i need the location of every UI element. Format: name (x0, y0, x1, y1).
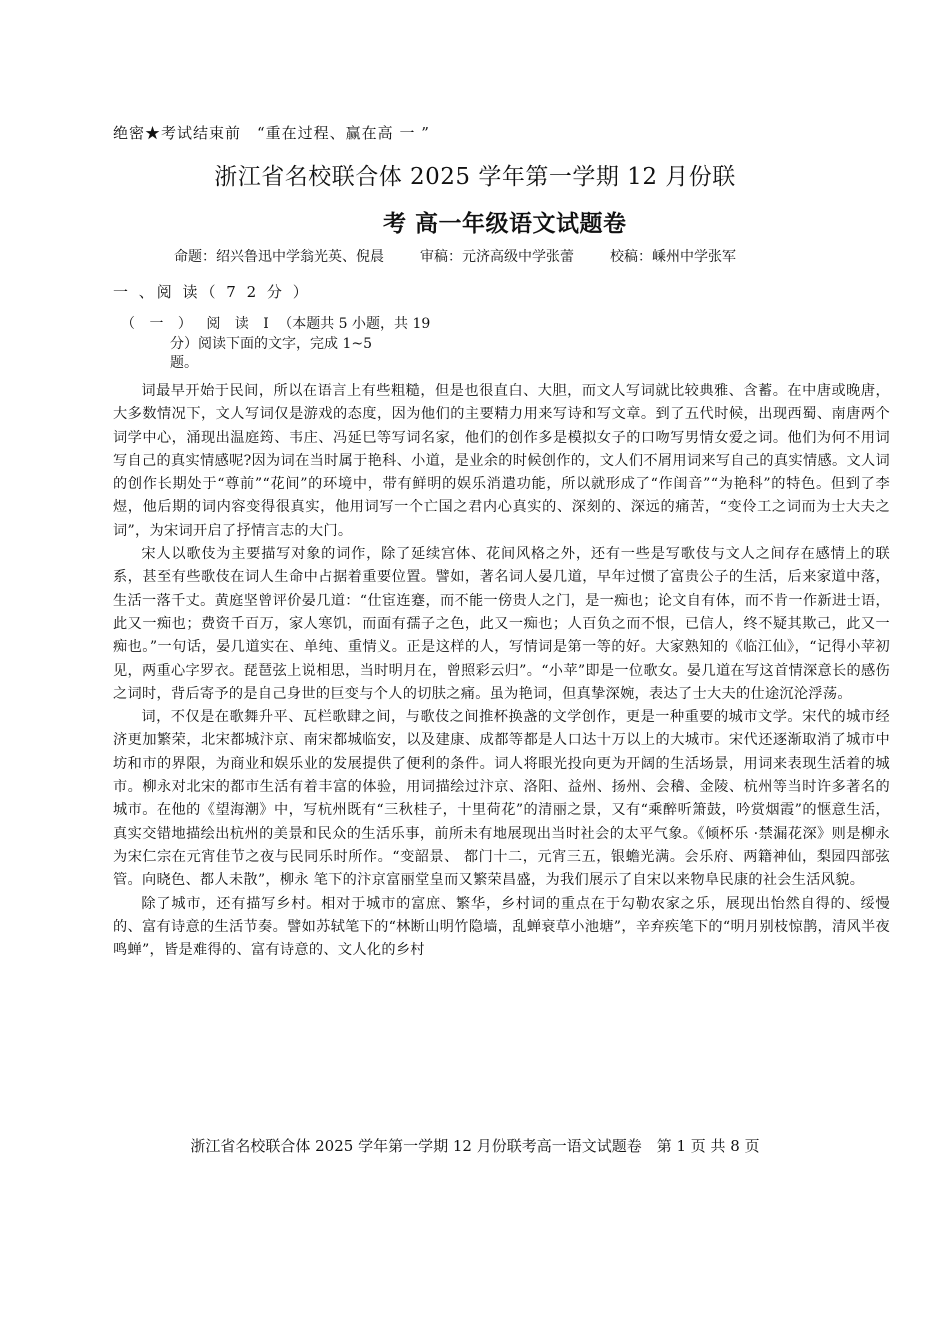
confidential-line: 绝密★考试结束前 “重在过程、赢在高 一 ” (113, 124, 430, 142)
passage-paragraph: 词，不仅是在歌舞升平、瓦栏歌肆之间，与歌伎之间推杯换盏的文学创作，更是一种重要的城市文学。宋代的城市经济更加繁荣，北宋都城汴京、南宋都城临安，以及建康、成都等都是人口达十万以上的大城市。宋代还逐渐取消了城市中坊和市的界限，为商业和娱乐业的发展提供了便利的条件。词人将眼光投向更为开阔的生活场景，用词来表现生活着的城市。柳永对北宋的都市生活有着丰富的体验，用词描绘过汴京、洛阳、益州、扬州、会稽、金陵、杭州等当时许多著名的城市。在他的《望海潮》中，写杭州既有“三秋桂子，十里荷花”的清丽之景，又有“乘醉听箫鼓，吟赏烟霞”的惬意生活，真实交错地描绘出杭州的美景和民众的生活乐事，前所未有地展现出当时社会的太平气象。《倾杯乐 ·禁漏花深》则是柳永为宋仁宗在元宵佳节之夜与民同乐时所作。“变韶景、 都门十二，元宵三五，银蟾光满。会乐府、两籍神仙，梨园四部弦管。向晓色、都人未散”，柳永 笔下的汴京富丽堂皇而又繁荣昌盛，为我们展示了自宋以来物阜民康的社会生活风貌。 (113, 709, 890, 889)
section-title: 一 、阅 读（ 7 2 分 ） (113, 283, 311, 301)
passage-paragraph: 除了城市，还有描写乡村。相对于城市的富庶、繁华，乡村词的重点在于勾勒农家之乐，展现出怡然自得的、绥慢的、富有诗意的生活节奏。譬如苏轼笔下的“林断山明竹隐墙，乱蝉衰草小池塘”，辛弃疾笔下的“明月别枝惊鹊，清风半夜鸣蝉”，皆是难得的、富有诗意的、文人化的乡村 (113, 895, 890, 959)
credits (174, 246, 736, 266)
exam-title-line1: 浙江省名校联合体 2025 学年第一学期 12 月份联 (214, 164, 736, 190)
subsection-line3: 题。 (170, 355, 198, 371)
subsection-line2: 分）阅读下面的文字，完成 1~5 (170, 336, 372, 352)
subsection-heading (121, 313, 430, 333)
credit-proposer: 命题：绍兴鲁迅中学翁光英、倪晨 (174, 249, 384, 265)
credit-reviewer: 审稿：元济高级中学张蕾 (420, 249, 574, 265)
page-footer: 浙江省名校联合体 2025 学年第一学期 12 月份联考高一语文试题卷 第 1 页 共 8 页 (190, 1137, 760, 1155)
passage-paragraph: 宋人以歌伎为主要描写对象的词作，除了延续宫体、花间风格之外，还有一些是写歌伎与文人之间存在感情上的联系，甚至有些歌伎在词人生命中占据着重要位置。譬如，著名词人晏几道，早年过惯了富贵公子的生活，后来家道中落，生活一落千丈。黄庭坚曾评价晏几道：“仕宦连蹇，而不能一傍贵人之门，是一痴也；论文自有体，而不肯一作新进士语，此又一痴也；费资千百万，家人寒饥，而面有孺子之色，此又一痴也；人百负之而不恨，已信人，终不疑其欺己，此又一痴也。”一句话，晏几道实在、单纯、重情义。正是这样的人，写情词是第一等的好。大家熟知的《临江仙》，“记得小苹初见，两重心字罗衣。琵琶弦上说相思，当时明月在，曾照彩云归”。“小苹”即是一位歌女。晏几道在写这首情深意长的感伤之词时，背后寄予的是自己身世的巨变与个人的切肤之痛。虽为艳词，但真挚深婉，表达了士大夫的仕途沉沦浮荡。 (113, 546, 890, 702)
exam-title-line2: 考 高一年级语文试题卷 (383, 210, 627, 237)
passage (113, 380, 890, 962)
passage-paragraph: 词最早开始于民间，所以在语言上有些粗糙，但是也很直白、大胆，而文人写词就比较典雅、含蓄。在中唐或晚唐，大多数情况下，文人写词仅是游戏的态度，因为他们的主要精力用来写诗和写文章。到了五代时候，出现西蜀、南唐两个词学中心，涌现出温庭筠、韦庄、冯延巳等写词名家，他们的创作多是模拟女子的口吻写男情女爱之词。他们为何不用词写自己的真实情感呢?因为词在当时属于艳科、小道，是业余的时候创作的，文人们不屑用词来写自己的真实情感。文人词的创作长期处于“尊前”“花间”的环境中，带有鲜明的娱乐消遣功能，所以就形成了“作闺音”“为艳科”的特色。但到了李煜，他后期的词内容变得很真实，他用词写一个亡国之君内心真实的、深刻的、深远的痛苦，“变伶工之词而为士大夫之词”，为宋词开启了抒情言志的大门。 (113, 383, 890, 539)
subsection-prefix: （ 一 ） 阅 读 I (121, 316, 274, 332)
credit-proofreader: 校稿：嵊州中学张军 (610, 249, 736, 265)
subsection-line1: （本题共 5 小题，共 19 (278, 316, 431, 332)
